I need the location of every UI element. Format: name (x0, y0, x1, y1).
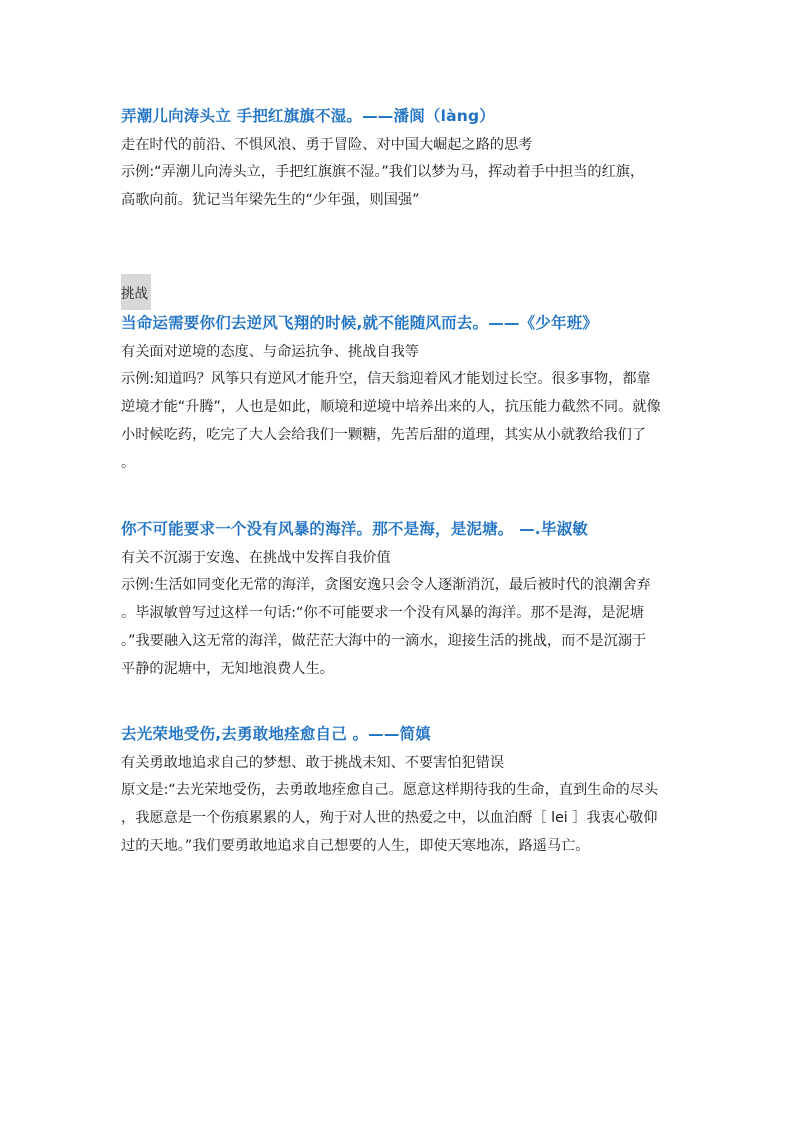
quote-topic: 走在时代的前沿、不惧风浪、勇于冒险、对中国大崛起之路的思考 (121, 137, 533, 153)
example-line: 过的天地。”我们要勇敢地追求自己想要的人生，即使天寒地冻，路遥马亡。 (121, 838, 590, 854)
example-line: 。”我要融入这无常的海洋，做茫茫大海中的一滴水，迎接生活的挑战，而不是沉溺于 (121, 633, 647, 649)
example-line: 小时候吃药，吃完了大人会给我们一颗糖，先苦后甜的道理，其实从小就教给我们了 (121, 427, 646, 443)
example-line: 高歌向前。犹记当年梁先生的“少年强，则国强” (121, 192, 420, 208)
example-line: 示例:知道吗？风筝只有逆风才能升空，信天翁迎着风才能划过长空。很多事物，都靠 (121, 371, 651, 387)
section-tag: 挑战 (121, 274, 151, 310)
quote-topic: 有关面对逆境的态度、与命运抗争、挑战自我等 (121, 344, 419, 360)
quote-section-1 (121, 104, 681, 214)
quote-topic: 有关勇敢地追求自己的梦想、敢于挑战未知、不要害怕犯错误 (121, 755, 505, 771)
quote-heading: 你不可能要求一个没有风暴的海洋。那不是海，是泥塘。 —.毕淑敏 (121, 520, 588, 538)
example-line: 。 (121, 455, 136, 471)
example-line: ，我愿意是一个伤痕累累的人，殉于对人世的热爱之中，以血泊酹［ lei ］我衷心敬仰 (121, 810, 658, 826)
quote-section-4 (121, 722, 681, 860)
example-line: 平静的泥塘中，无知地浪费人生。 (121, 661, 334, 677)
example-line: 逆境才能“升腾”，人也是如此，顺境和逆境中培养出来的人，抗压能力截然不同。就像 (121, 399, 661, 415)
quote-topic: 有关不沉溺于安逸、在挑战中发挥自我价值 (121, 550, 391, 566)
example-line: 示例:“弄潮儿向涛头立，手把红旗旗不湿。”我们以梦为马，挥动着手中担当的红旗， (121, 164, 645, 180)
example-line: 。毕淑敏曾写过这样一句话:“你不可能要求一个没有风暴的海洋。那不是海，是泥塘 (121, 605, 644, 621)
quote-section-3 (121, 517, 681, 683)
quote-heading: 去光荣地受伤,去勇敢地痊愈自己 。——简嫃 (121, 725, 431, 743)
quote-heading: 当命运需要你们去逆风飞翔的时候,就不能随风而去。——《少年班》 (121, 314, 599, 332)
quote-section-2 (121, 311, 681, 477)
example-line: 示例:生活如同变化无常的海洋，贪图安逸只会令人逐渐消沉，最后被时代的浪潮舍弃 (121, 577, 651, 593)
example-line: 原文是:“去光荣地受伤，去勇敢地痊愈自己。愿意这样期待我的生命，直到生命的尽头 (121, 782, 659, 798)
quote-heading: 弄潮儿向涛头立 手把红旗旗不湿。——潘阆（làng） (121, 107, 495, 125)
